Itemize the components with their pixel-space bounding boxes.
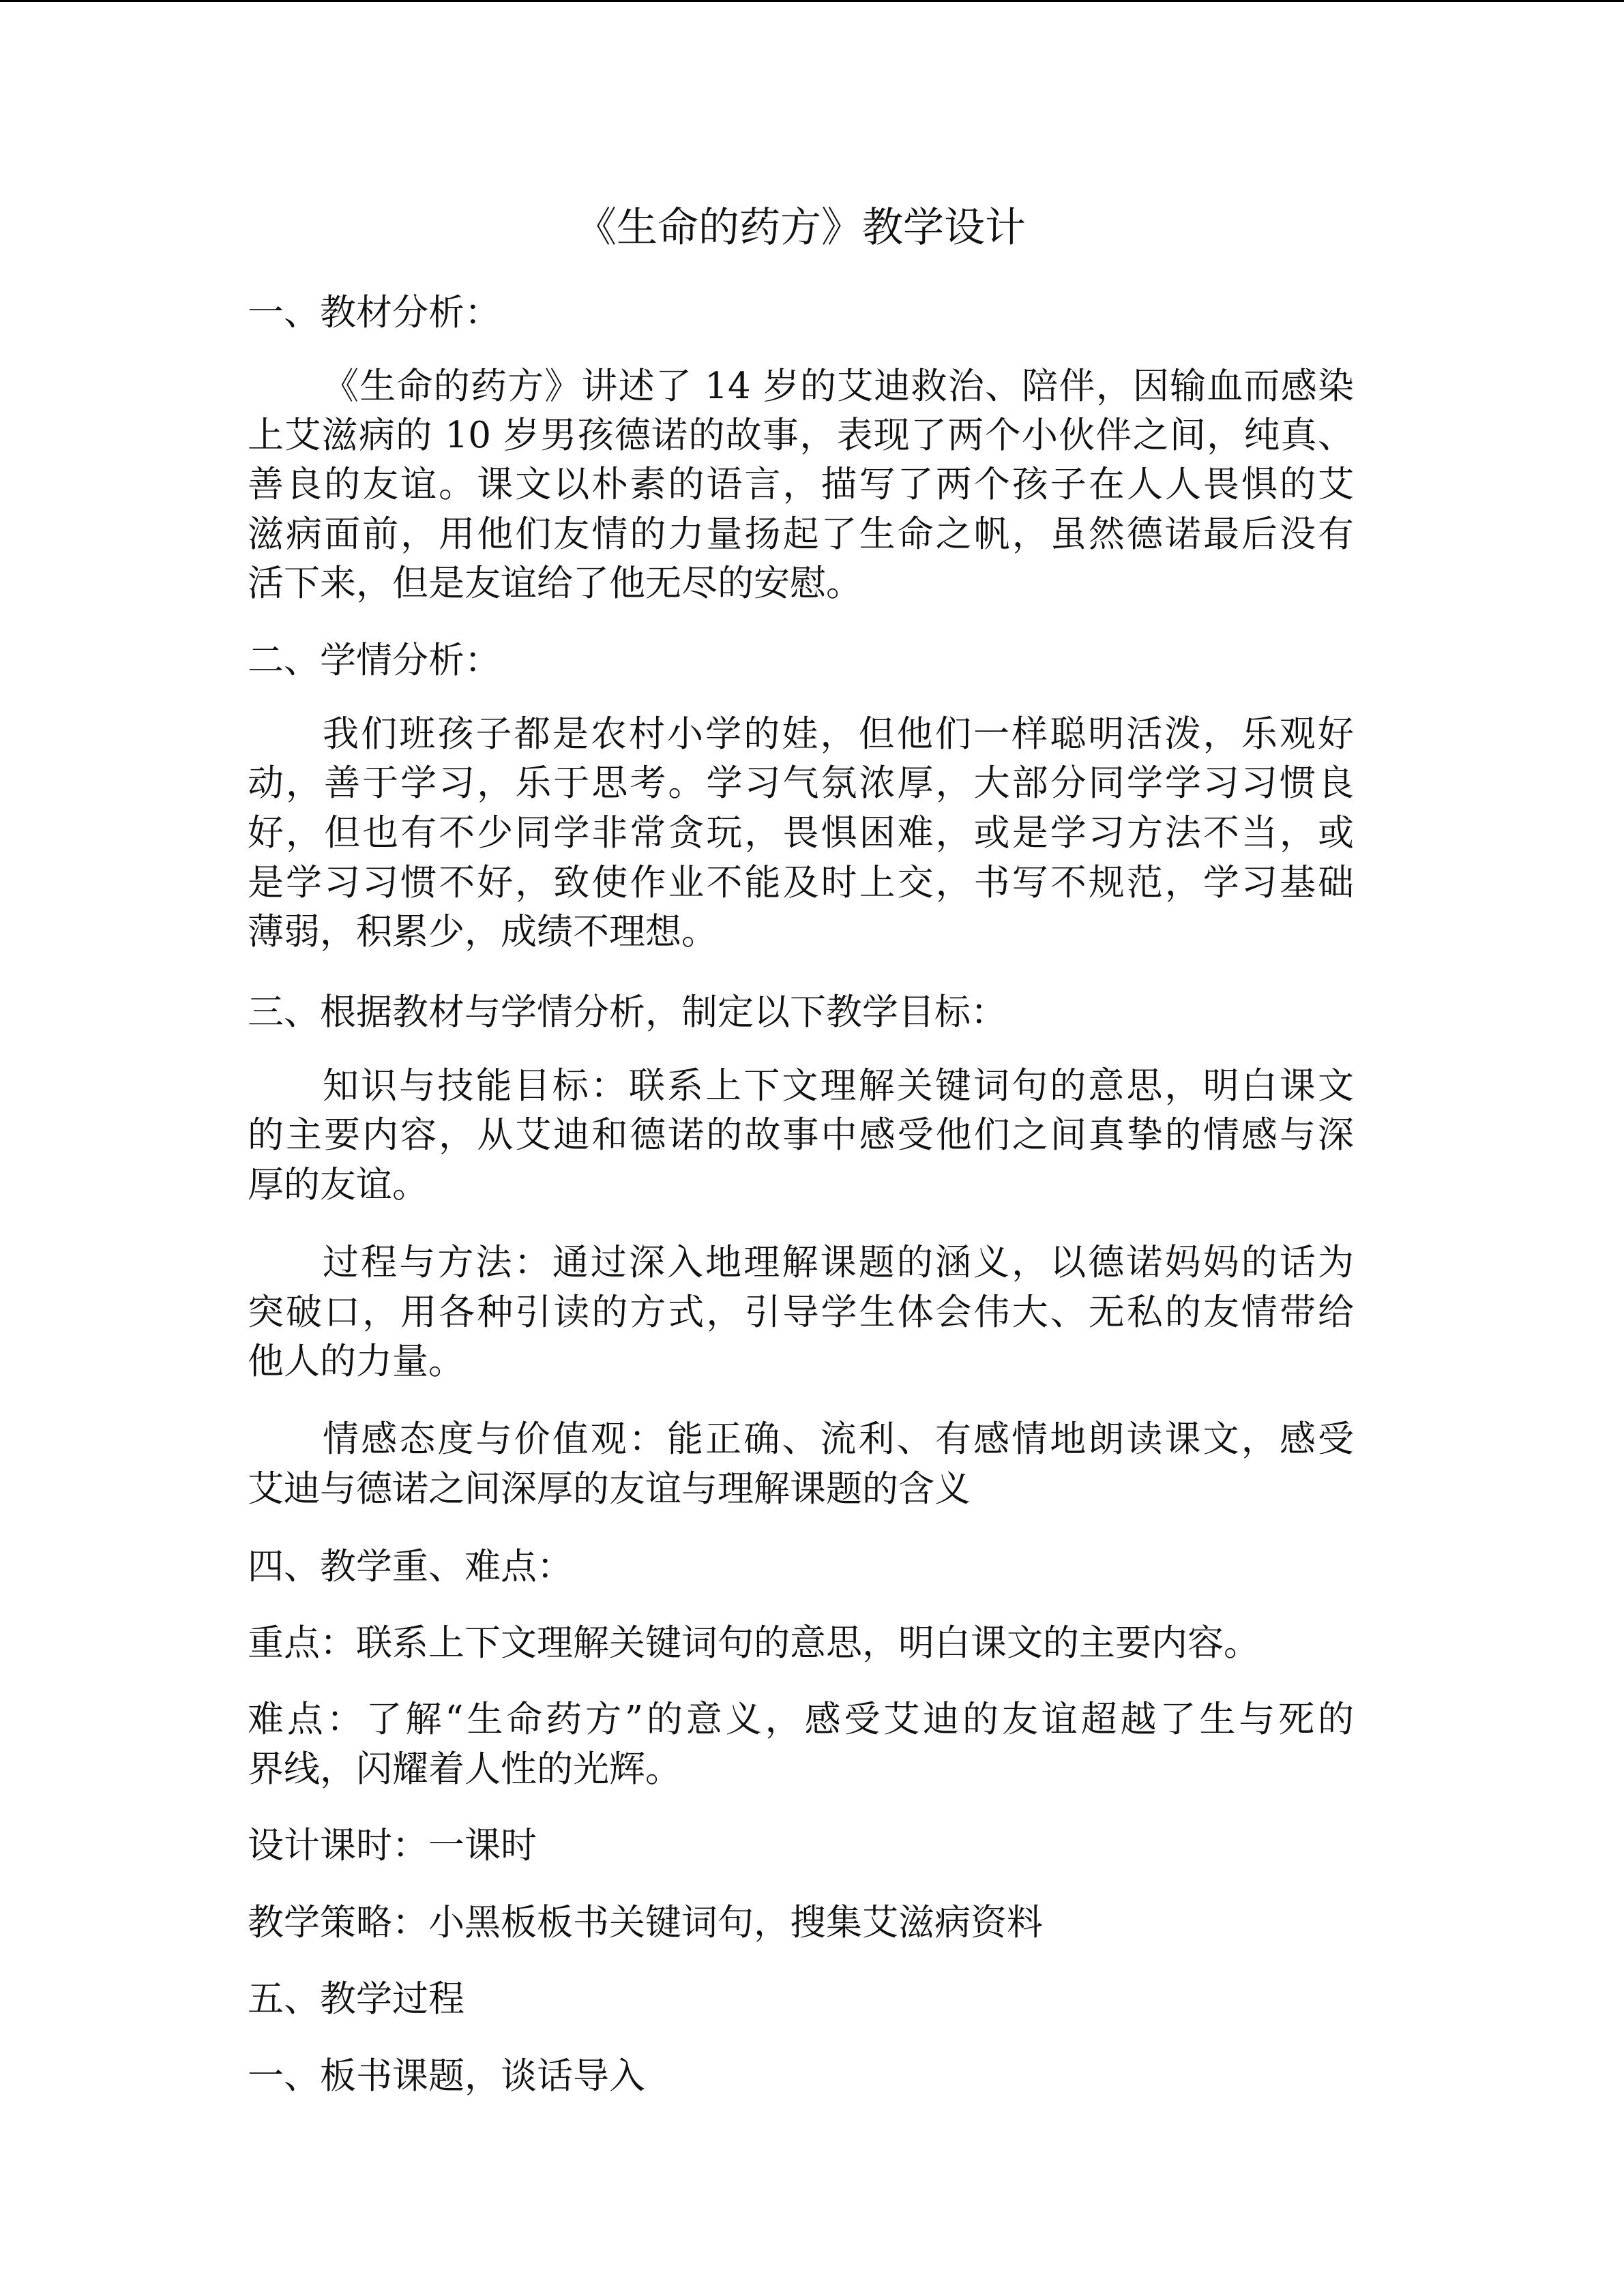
paragraph-line: 界线，闪耀着人性的光辉。	[248, 1748, 681, 1790]
paragraph-line: 善良的友谊。课文以朴素的语言，描写了两个孩子在人人畏惧的艾	[248, 464, 1354, 505]
document-title: 《生命的药方》教学设计	[576, 204, 1026, 252]
paragraph-line: 的主要内容，从艾迪和德诺的故事中感受他们之间真挚的情感与深	[248, 1114, 1354, 1156]
paragraph-line: 过程与方法：通过深入地理解课题的涵义，以德诺妈妈的话为	[323, 1242, 1354, 1283]
paragraph-line: 知识与技能目标：联系上下文理解关键词句的意思，明白课文	[323, 1065, 1354, 1107]
difficult-point-line: 难点：了解“生命药方”的意义，感受艾迪的友谊超越了生与死的	[248, 1699, 1354, 1740]
paragraph-line: 突破口，用各种引读的方式，引导学生体会伟大、无私的友情带给	[248, 1292, 1354, 1333]
paragraph-line: 薄弱，积累少，成绩不理想。	[248, 911, 718, 953]
section-heading-key-points: 四、教学重、难点：	[248, 1546, 573, 1587]
paragraph-line: 情感态度与价值观：能正确、流利、有感情地朗读课文，感受	[323, 1418, 1354, 1460]
class-hours-line: 设计课时：一课时	[248, 1825, 537, 1866]
subsection-heading: 一、板书课题，谈话导入	[248, 2055, 645, 2097]
key-point-line: 重点：联系上下文理解关键词句的意思，明白课文的主要内容。	[248, 1622, 1260, 1664]
section-heading-student-analysis: 二、学情分析：	[248, 640, 501, 681]
paragraph-line: 艾迪与德诺之间深厚的友谊与理解课题的含义	[248, 1468, 971, 1510]
paragraph-line: 动，善于学习，乐于思考。学习气氛浓厚，大部分同学学习习惯良	[248, 762, 1354, 804]
paragraph-line: 滋病面前，用他们友情的力量扬起了生命之帆，虽然德诺最后没有	[248, 513, 1354, 555]
section-heading-teaching-process: 五、教学过程	[248, 1978, 464, 2020]
paragraph-line: 活下来，但是友谊给了他无尽的安慰。	[248, 563, 862, 604]
teaching-strategy-line: 教学策略：小黑板板书关键词句，搜集艾滋病资料	[248, 1902, 1043, 1943]
paragraph-line: 《生命的药方》讲述了 14 岁的艾迪救治、陪伴，因输血而感染	[323, 366, 1354, 407]
section-heading-textbook-analysis: 一、教材分析：	[248, 292, 501, 333]
paragraph-line: 他人的力量。	[248, 1341, 464, 1382]
section-heading-teaching-goals: 三、根据教材与学情分析，制定以下教学目标：	[248, 992, 1007, 1033]
paragraph-line: 我们班孩子都是农村小学的娃，但他们一样聪明活泼，乐观好	[323, 713, 1354, 755]
paragraph-line: 厚的友谊。	[248, 1164, 428, 1206]
paragraph-line: 是学习习惯不好，致使作业不能及时上交，书写不规范，学习基础	[248, 862, 1354, 904]
paragraph-line: 好，但也有不少同学非常贪玩，畏惧困难，或是学习方法不当，或	[248, 812, 1354, 854]
paragraph-line: 上艾滋病的 10 岁男孩德诺的故事，表现了两个小伙伴之间，纯真、	[248, 415, 1354, 456]
